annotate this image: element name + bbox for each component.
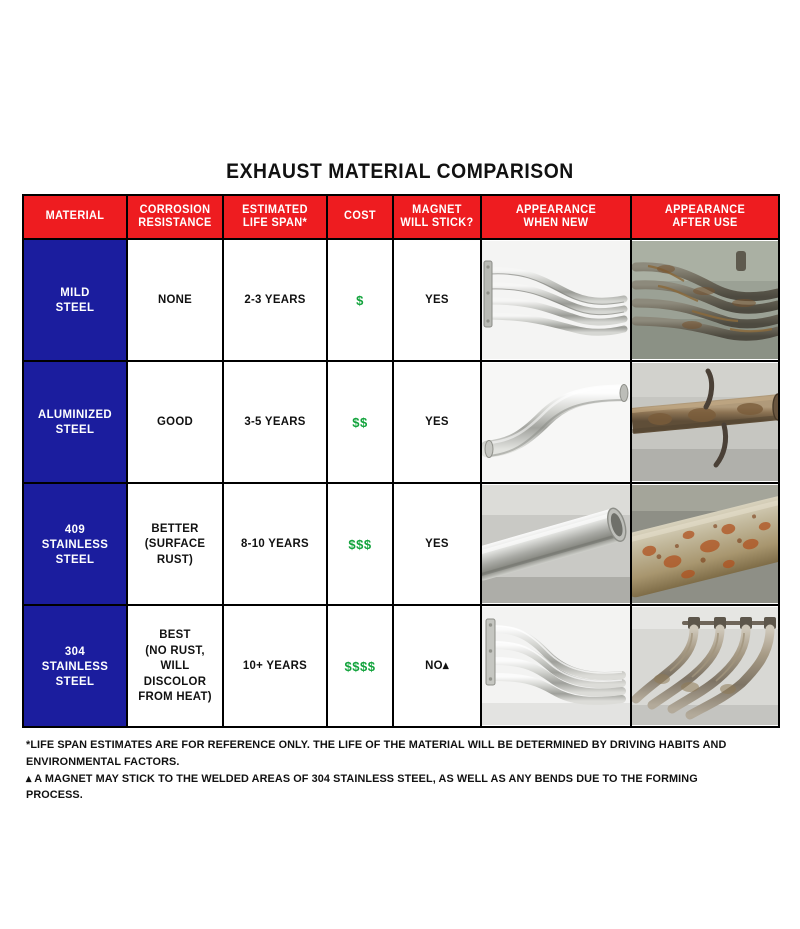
material-label-line-2: STAINLESS <box>41 536 109 551</box>
cell-magnet-will-stick <box>393 483 481 605</box>
image-used-mild-steel-header <box>632 241 778 359</box>
row-material-aluminized-steel <box>23 361 127 483</box>
magnet-value: YES <box>425 292 449 307</box>
row-material-304-stainless-steel <box>23 605 127 727</box>
mild-steel-used-illustration <box>632 241 778 359</box>
image-used-409-pipe <box>632 485 778 603</box>
cell-life-span <box>223 483 327 605</box>
image-new-409-pipe <box>482 485 630 603</box>
image-used-aluminized-pipe <box>632 363 778 481</box>
material-label-line-3: STEEL <box>55 673 95 688</box>
column-header-material-line-1: MATERIAL <box>45 210 105 223</box>
column-header-appearance-after-use-line-2: AFTER USE <box>672 217 738 229</box>
column-header-material <box>23 195 127 239</box>
image-used-304-header <box>632 607 778 725</box>
cell-life-span <box>223 361 327 483</box>
column-header-estimated-life-span <box>223 195 327 239</box>
image-new-aluminized-pipe <box>482 363 630 481</box>
column-header-magnet-will-stick-line-2: WILL STICK? <box>400 217 474 229</box>
material-label-line-2: STEEL <box>55 422 95 436</box>
cell-appearance-after-use <box>631 483 779 605</box>
corrosion-resistance-line-4: FROM HEAT) <box>138 689 212 704</box>
cell-magnet-will-stick <box>393 361 481 483</box>
aluminized-used-illustration <box>632 363 778 481</box>
corrosion-resistance-line-1: BEST <box>159 627 191 642</box>
cell-corrosion-resistance <box>127 239 223 361</box>
aluminized-new-illustration <box>482 363 630 481</box>
table-row <box>23 605 779 727</box>
table-row <box>23 361 779 483</box>
column-header-cost-line-1: COST <box>344 210 376 223</box>
life-span-value: 3-5 YEARS <box>244 414 306 429</box>
column-header-appearance-when-new <box>481 195 631 239</box>
exhaust-material-comparison-chart <box>22 160 778 728</box>
cell-life-span <box>223 605 327 727</box>
corrosion-resistance-line-1: GOOD <box>157 414 193 429</box>
magnet-value: YES <box>425 414 449 429</box>
corrosion-resistance-line-3: RUST) <box>156 551 194 566</box>
chart-title: EXHAUST MATERIAL COMPARISON <box>226 160 574 183</box>
corrosion-resistance-line-2: (SURFACE <box>144 536 206 551</box>
cell-cost: $$ <box>327 361 393 483</box>
comparison-table <box>22 194 780 728</box>
cell-cost: $ <box>327 239 393 361</box>
column-header-magnet-will-stick-line-1: MAGNET <box>412 203 462 216</box>
footnote-life-span: *LIFE SPAN ESTIMATES ARE FOR REFERENCE ONLY. THE LIFE OF THE MATERIAL WILL BE DETERMINED BY DRIVING HABITS AND ENVIRONMENTAL FACTORS. <box>26 739 727 768</box>
cell-magnet-will-stick <box>393 239 481 361</box>
column-header-appearance-when-new-line-1: APPEARANCE <box>515 203 597 216</box>
corrosion-resistance-line-3: WILL DISCOLOR <box>143 658 207 688</box>
stainless-304-used-illustration <box>632 607 778 725</box>
column-header-corrosion-resistance <box>127 195 223 239</box>
column-header-estimated-life-span-line-1: ESTIMATED <box>242 203 308 216</box>
cell-corrosion-resistance <box>127 605 223 727</box>
magnet-value: YES <box>425 536 449 551</box>
material-label-line-2: STAINLESS <box>41 658 109 673</box>
cell-appearance-when-new <box>481 605 631 727</box>
table-header-row <box>23 195 779 239</box>
table-row <box>23 483 779 605</box>
material-label-line-1: ALUMINIZED <box>37 407 113 421</box>
column-header-estimated-life-span-line-2: LIFE SPAN* <box>242 217 308 229</box>
column-header-cost <box>327 195 393 239</box>
cell-cost: $$$$ <box>327 605 393 727</box>
cell-appearance-after-use <box>631 239 779 361</box>
image-new-mild-steel-header <box>482 241 630 359</box>
image-new-304-header <box>482 607 630 725</box>
cell-magnet-will-stick <box>393 605 481 727</box>
row-material-mild-steel <box>23 239 127 361</box>
table-row <box>23 239 779 361</box>
material-label-line-1: 304 <box>64 643 86 658</box>
cell-life-span <box>223 239 327 361</box>
material-label-line-1: MILD <box>60 285 90 299</box>
column-header-appearance-when-new-line-2: WHEN NEW <box>523 217 589 229</box>
material-label-line-1: 409 <box>64 521 86 536</box>
material-label-line-2: STEEL <box>55 300 95 314</box>
corrosion-resistance-line-2: (NO RUST, <box>145 642 205 657</box>
column-header-corrosion-resistance-line-1: CORROSION <box>139 203 211 216</box>
material-label-line-3: STEEL <box>55 551 95 566</box>
corrosion-resistance-line-1: BETTER <box>151 520 199 535</box>
corrosion-resistance-line-1: NONE <box>157 292 193 307</box>
cell-corrosion-resistance <box>127 483 223 605</box>
cell-appearance-when-new <box>481 483 631 605</box>
cell-appearance-after-use <box>631 605 779 727</box>
column-header-appearance-after-use <box>631 195 779 239</box>
stainless-304-new-illustration <box>482 607 630 725</box>
cell-cost: $$$ <box>327 483 393 605</box>
cell-appearance-after-use <box>631 361 779 483</box>
stainless-409-new-illustration <box>482 485 630 603</box>
cell-appearance-when-new <box>481 239 631 361</box>
life-span-value: 2-3 YEARS <box>244 292 306 307</box>
mild-steel-new-illustration <box>482 241 630 359</box>
life-span-value: 8-10 YEARS <box>241 536 309 551</box>
column-header-appearance-after-use-line-1: APPEARANCE <box>664 203 746 216</box>
magnet-value: NO▴ <box>425 658 449 673</box>
footnote-magnet: ▴ A MAGNET MAY STICK TO THE WELDED AREAS OF 304 STAINLESS STEEL, AS WELL AS ANY BENDS DUE TO THE FORMING PROCESS. <box>26 772 698 802</box>
life-span-value: 10+ YEARS <box>242 658 308 673</box>
stainless-409-used-illustration <box>632 485 778 603</box>
row-material-409-stainless-steel <box>23 483 127 605</box>
footnotes <box>26 737 778 804</box>
cell-corrosion-resistance <box>127 361 223 483</box>
column-header-magnet-will-stick <box>393 195 481 239</box>
column-header-corrosion-resistance-line-2: RESISTANCE <box>138 217 212 229</box>
cell-appearance-when-new <box>481 361 631 483</box>
